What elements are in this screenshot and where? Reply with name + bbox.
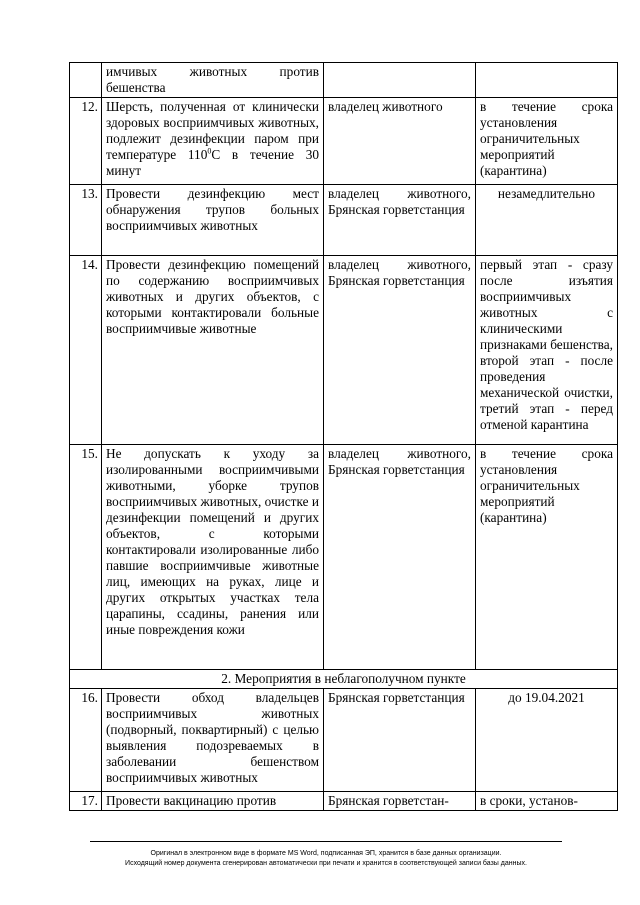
row-term: незамедлительно xyxy=(476,185,618,256)
row-responsible: владелец животного xyxy=(324,98,476,185)
row-responsible: Брянская горветстан- xyxy=(324,792,476,811)
row-term: в сроки, установ- xyxy=(476,792,618,811)
row-term: до 19.04.2021 xyxy=(476,689,618,792)
table-row xyxy=(70,445,618,670)
table-row xyxy=(70,185,618,256)
row-term: в течение срока установления ограничительных мероприятий (карантина) xyxy=(476,445,618,670)
row-term: первый этап - сразу после изъятия восприимчивых животных с клиническими признаками бешенства, второй этап - после проведения механической очистки, третий этап - перед отменой карантина xyxy=(476,256,618,445)
document-footer xyxy=(90,841,562,868)
table-row xyxy=(70,256,618,445)
row-number: 17. xyxy=(70,792,102,811)
section-heading-row xyxy=(70,670,618,689)
row-responsible: владелец животного, Брянская горветстанция xyxy=(324,185,476,256)
row-responsible: Брянская горветстанция xyxy=(324,689,476,792)
row-description: имчивых животных против бешенства xyxy=(102,63,324,98)
row-number xyxy=(70,63,102,98)
row-number: 14. xyxy=(70,256,102,445)
table-row xyxy=(70,63,618,98)
row-description: Провести дезинфекцию мест обнаружения трупов больных восприимчивых животных xyxy=(102,185,324,256)
footer-line: Оригинал в электронном виде в формате MS Word, подписанная ЭП, хранится в базе данных организации. xyxy=(150,850,502,857)
row-number: 16. xyxy=(70,689,102,792)
row-responsible: владелец животного, Брянская горветстанция xyxy=(324,256,476,445)
degree-superscript: 0 xyxy=(207,146,212,156)
row-number: 15. xyxy=(70,445,102,670)
row-description: Провести вакцинацию против xyxy=(102,792,324,811)
row-number: 12. xyxy=(70,98,102,185)
row-description: Провести обход владельцев восприимчивых животных (подворный, поквартирный) с целью выявления подозреваемых в заболевании бешенством восприимчивых животных xyxy=(102,689,324,792)
row-description: Шерсть, полученная от клинически здоровых восприимчивых животных, подлежит дезинфекции паром при температуре $110^0С$ в течение 30 минут xyxy=(102,98,324,185)
measures-table xyxy=(69,62,618,811)
row-number: 13. xyxy=(70,185,102,256)
section-heading: 2. Мероприятия в неблагополучном пункте xyxy=(70,670,618,689)
table-row xyxy=(70,98,618,185)
row-description: Провести дезинфекцию помещений по содержанию восприимчивых животных и других объектов, с которыми контактировали больные восприимчивые животные xyxy=(102,256,324,445)
row-description: Не допускать к уходу за изолированными восприимчивыми животными, уборке трупов восприимчивых животных, очистке и дезинфекции помещений и других объектов, с которыми контактировали изолированные либо павшие восприимчивые животные лиц, имеющих на руках, лице и других открытых участках тела царапины, ссадины, ранения или иные повреждения кожи xyxy=(102,445,324,670)
row-responsible xyxy=(324,63,476,98)
footer-line: Исходящий номер документа сгенерирован автоматически при печати и хранится в соответствующей записи базы данных. xyxy=(125,859,527,867)
table-row xyxy=(70,689,618,792)
row-responsible: владелец животного, Брянская горветстанция xyxy=(324,445,476,670)
table-row xyxy=(70,792,618,811)
row-term xyxy=(476,63,618,98)
row-term: в течение срока установления ограничительных мероприятий (карантина) xyxy=(476,98,618,185)
